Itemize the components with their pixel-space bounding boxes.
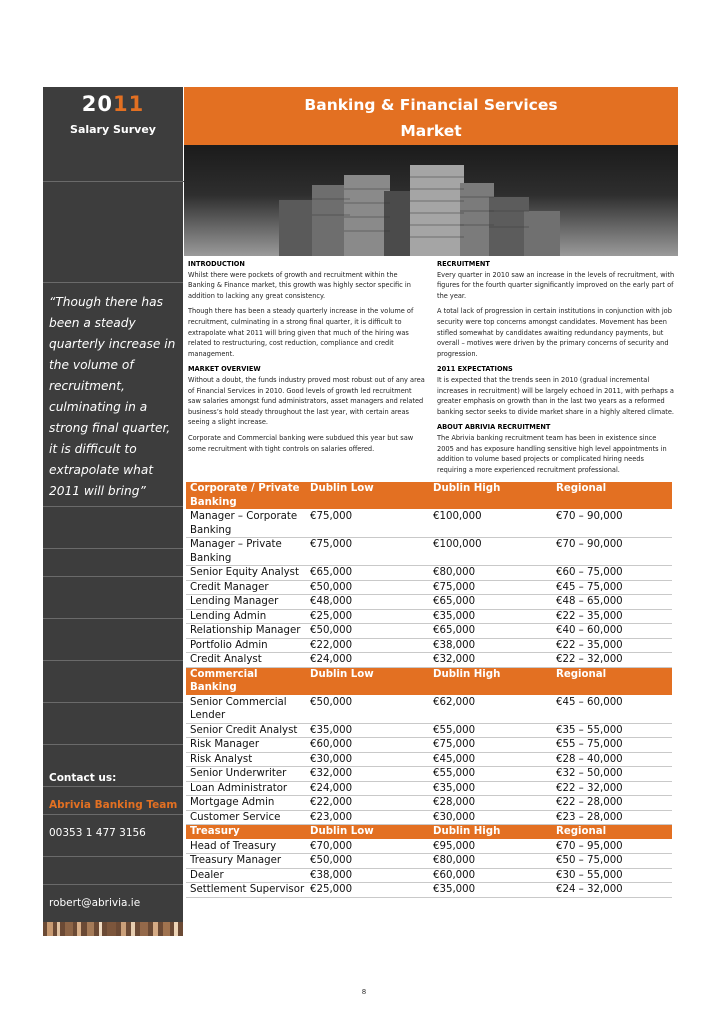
table-header-cell: Dublin High bbox=[433, 483, 501, 494]
role-cell: Senior Commercial Lender bbox=[190, 696, 287, 721]
regional-cell: €23 – 28,000 bbox=[556, 811, 623, 823]
contact-label: Contact us: bbox=[49, 772, 117, 784]
dublin-high-cell: €35,000 bbox=[433, 884, 476, 895]
table-row bbox=[186, 753, 672, 768]
regional-cell: €70 – 90,000 bbox=[556, 539, 623, 550]
role-cell: Mortgage Admin bbox=[190, 797, 275, 808]
dublin-low-cell: €50,000 bbox=[310, 625, 353, 636]
survey-label: Salary Survey bbox=[70, 123, 156, 136]
table-row bbox=[186, 653, 672, 668]
table-row bbox=[186, 738, 672, 753]
regional-cell: €45 – 75,000 bbox=[556, 581, 623, 593]
regional-cell: €24 – 32,000 bbox=[556, 884, 623, 895]
table-row bbox=[186, 566, 672, 581]
table-header-cell: Dublin Low bbox=[310, 483, 374, 494]
dublin-low-cell: €23,000 bbox=[310, 811, 353, 823]
role-cell: Manager – Private Banking bbox=[190, 539, 282, 564]
divider bbox=[43, 814, 183, 815]
salary-table bbox=[186, 482, 672, 898]
regional-cell: €55 – 75,000 bbox=[556, 739, 623, 750]
dublin-low-cell: €24,000 bbox=[310, 782, 353, 794]
table-row bbox=[186, 610, 672, 625]
dublin-high-cell: €60,000 bbox=[433, 869, 476, 881]
expectations-paragraph: It is expected that the trends seen in 2010 (gradual incremental increases in recruitment) will be largely echoed in 2011, with perhaps a greater emphasis on growth than in the last two years as a reformed banking sector seeks to divide market share in a highly altered climate. bbox=[437, 375, 674, 416]
table-row bbox=[186, 811, 672, 826]
table-row bbox=[186, 854, 672, 869]
regional-cell: €45 – 60,000 bbox=[556, 696, 623, 708]
table-header-cell: Dublin Low bbox=[310, 668, 374, 680]
dublin-high-cell: €38,000 bbox=[433, 639, 476, 651]
introduction-paragraph: Whilst there were pockets of growth and recruitment within the Banking & Finance market, this growth was highly sector specific in addition to lacking any great consistency. bbox=[188, 270, 411, 300]
table-section-header bbox=[186, 668, 672, 696]
dublin-high-cell: €95,000 bbox=[433, 840, 476, 852]
dublin-low-cell: €75,000 bbox=[310, 511, 353, 522]
regional-cell: €40 – 60,000 bbox=[556, 625, 623, 636]
dublin-low-cell: €50,000 bbox=[310, 696, 353, 708]
divider bbox=[43, 884, 183, 885]
table-row bbox=[186, 581, 672, 596]
regional-cell: €35 – 55,000 bbox=[556, 724, 623, 736]
dublin-low-cell: €65,000 bbox=[310, 567, 353, 578]
table-row bbox=[186, 724, 672, 739]
divider bbox=[43, 660, 183, 661]
contact-phone[interactable]: 00353 1 477 3156 bbox=[49, 827, 146, 839]
dublin-low-cell: €32,000 bbox=[310, 768, 353, 779]
regional-cell: €48 – 65,000 bbox=[556, 596, 623, 607]
dublin-low-cell: €22,000 bbox=[310, 639, 353, 651]
divider bbox=[43, 744, 183, 745]
market-overview-paragraph: Without a doubt, the funds industry proved most robust out of any area of Financial Services in 2010. Good levels of growth led recruitment saw salaries amongst fund administrators, asset managers and related business’s hold steady throughout the last year, with certain areas seeing a slight increase. bbox=[188, 375, 425, 427]
contact-team: Abrivia Banking Team bbox=[49, 799, 178, 811]
table-header-cell: Regional bbox=[556, 668, 607, 680]
recruitment-paragraph: A total lack of progression in certain institutions in conjunction with job security were top concerns amongst candidates. Movement has been stifled somewhat by candidates awaiting redundancy payments, but overall – motives were driven by the primary concerns of security and progression. bbox=[437, 307, 672, 358]
regional-cell: €28 – 40,000 bbox=[556, 753, 623, 765]
table-row bbox=[186, 883, 672, 898]
dublin-high-cell: €45,000 bbox=[433, 753, 476, 765]
introduction-section bbox=[188, 259, 425, 459]
divider bbox=[43, 506, 183, 507]
regional-cell: €30 – 55,000 bbox=[556, 869, 623, 881]
regional-cell: €50 – 75,000 bbox=[556, 855, 623, 866]
table-header-cell: Regional bbox=[556, 483, 607, 494]
table-row bbox=[186, 639, 672, 654]
dublin-low-cell: €60,000 bbox=[310, 739, 353, 750]
introduction-paragraph: Though there has been a steady quarterly increase in the volume of recruitment, culminating in a strong final quarter, it is difficult to extrapolate what 2011 will bring given that much of the hiring was related to restructuring, cost reduction, compliance and credit management. bbox=[188, 307, 414, 358]
role-cell: Lending Admin bbox=[190, 610, 267, 622]
divider bbox=[43, 282, 183, 283]
role-cell: Senior Equity Analyst bbox=[190, 567, 299, 578]
regional-cell: €22 – 35,000 bbox=[556, 639, 623, 651]
pull-quote: “Though there has been a steady quarterly increase in the volume of recruitment, culminating in a strong final quarter, it is difficult to extrapolate what 2011 will bring” bbox=[49, 295, 176, 498]
regional-cell: €22 – 32,000 bbox=[556, 654, 623, 665]
role-cell: Senior Credit Analyst bbox=[190, 724, 298, 736]
survey-year: 2011 bbox=[81, 92, 145, 116]
introduction-heading: INTRODUCTION bbox=[188, 260, 245, 268]
dublin-high-cell: €28,000 bbox=[433, 797, 476, 808]
divider bbox=[43, 181, 183, 182]
dublin-high-cell: €100,000 bbox=[433, 539, 482, 550]
role-cell: Loan Administrator bbox=[190, 782, 288, 794]
dublin-high-cell: €32,000 bbox=[433, 654, 476, 665]
divider bbox=[43, 856, 183, 857]
dublin-low-cell: €48,000 bbox=[310, 596, 353, 607]
role-cell: Relationship Manager bbox=[190, 625, 301, 636]
role-cell: Manager – Corporate Banking bbox=[190, 511, 298, 536]
table-section-header bbox=[186, 482, 672, 510]
dublin-low-cell: €24,000 bbox=[310, 654, 353, 665]
dublin-low-cell: €35,000 bbox=[310, 724, 353, 736]
dublin-high-cell: €75,000 bbox=[433, 739, 476, 750]
dublin-low-cell: €22,000 bbox=[310, 797, 353, 808]
role-cell: Risk Manager bbox=[190, 739, 260, 750]
recruitment-section bbox=[437, 259, 675, 480]
dublin-low-cell: €25,000 bbox=[310, 610, 353, 622]
sidebar-panel bbox=[43, 87, 183, 922]
dublin-high-cell: €80,000 bbox=[433, 855, 476, 866]
role-cell: Portfolio Admin bbox=[190, 639, 268, 651]
role-cell: Dealer bbox=[190, 869, 224, 881]
divider bbox=[43, 786, 183, 787]
contact-email[interactable]: robert@abrivia.ie bbox=[49, 897, 141, 909]
dublin-high-cell: €35,000 bbox=[433, 782, 476, 794]
dublin-high-cell: €55,000 bbox=[433, 768, 476, 779]
divider bbox=[43, 576, 183, 577]
table-row bbox=[186, 796, 672, 811]
dublin-low-cell: €70,000 bbox=[310, 840, 353, 852]
table-header-cell: Dublin High bbox=[433, 668, 501, 680]
dublin-high-cell: €35,000 bbox=[433, 610, 476, 622]
table-header-cell: Regional bbox=[556, 826, 607, 837]
skyline-photo bbox=[184, 145, 678, 256]
recruitment-heading: RECRUITMENT bbox=[437, 260, 490, 268]
regional-cell: €22 – 35,000 bbox=[556, 610, 623, 622]
role-cell: Credit Manager bbox=[190, 581, 269, 593]
page-title: Banking & Financial Services Market bbox=[304, 96, 558, 140]
table-section-header bbox=[186, 825, 672, 840]
table-row bbox=[186, 538, 672, 566]
role-cell: Customer Service bbox=[190, 811, 281, 823]
table-header-cell: Dublin High bbox=[433, 826, 501, 837]
table-header-cell: Corporate / Private Banking bbox=[190, 483, 300, 508]
dublin-low-cell: €38,000 bbox=[310, 869, 353, 881]
page-number: 8 bbox=[361, 988, 367, 996]
role-cell: Lending Manager bbox=[190, 596, 279, 607]
dublin-high-cell: €75,000 bbox=[433, 581, 476, 593]
regional-cell: €22 – 32,000 bbox=[556, 782, 623, 794]
role-cell: Treasury Manager bbox=[190, 855, 282, 866]
role-cell: Senior Underwriter bbox=[190, 768, 287, 779]
dublin-low-cell: €75,000 bbox=[310, 539, 353, 550]
dublin-high-cell: €62,000 bbox=[433, 696, 476, 708]
expectations-heading: 2011 EXPECTATIONS bbox=[437, 365, 513, 374]
role-cell: Risk Analyst bbox=[190, 753, 253, 765]
dublin-low-cell: €30,000 bbox=[310, 753, 353, 765]
regional-cell: €60 – 75,000 bbox=[556, 567, 623, 578]
recruitment-paragraph: Every quarter in 2010 saw an increase in the levels of recruitment, with figures for the fourth quarter significantly improved on the early part of the year. bbox=[437, 270, 675, 300]
dublin-high-cell: €80,000 bbox=[433, 567, 476, 578]
table-row bbox=[186, 869, 672, 884]
market-overview-heading: MARKET OVERVIEW bbox=[188, 365, 261, 374]
table-row bbox=[186, 696, 672, 724]
table-row bbox=[186, 767, 672, 782]
regional-cell: €32 – 50,000 bbox=[556, 768, 623, 779]
regional-cell: €70 – 95,000 bbox=[556, 840, 623, 852]
dublin-low-cell: €25,000 bbox=[310, 884, 353, 895]
table-row bbox=[186, 510, 672, 538]
divider bbox=[43, 618, 183, 619]
regional-cell: €22 – 28,000 bbox=[556, 797, 623, 808]
table-row bbox=[186, 595, 672, 610]
table-header-cell: Treasury bbox=[190, 826, 240, 837]
divider bbox=[43, 548, 183, 549]
role-cell: Settlement Supervisor bbox=[190, 884, 305, 895]
role-cell: Head of Treasury bbox=[190, 840, 277, 852]
dublin-low-cell: €50,000 bbox=[310, 581, 353, 593]
dublin-high-cell: €65,000 bbox=[433, 625, 476, 636]
table-row bbox=[186, 624, 672, 639]
dublin-high-cell: €30,000 bbox=[433, 811, 476, 823]
role-cell: Credit Analyst bbox=[190, 654, 262, 665]
table-header-cell: Dublin Low bbox=[310, 826, 374, 837]
about-paragraph: The Abrivia banking recruitment team has been in existence since 2005 and has exposure handling sensitive high level appointments in addition to volume based projects or complicated hiring needs requiring a more experienced recruitment professional. bbox=[437, 433, 667, 474]
table-header-cell: Commercial Banking bbox=[190, 668, 258, 693]
decorative-stripe bbox=[43, 922, 183, 936]
market-overview-paragraph: Corporate and Commercial banking were subdued this year but saw some recruitment with tight controls on salaries offered. bbox=[188, 433, 414, 453]
table-row bbox=[186, 782, 672, 797]
about-heading: ABOUT ABRIVIA RECRUITMENT bbox=[437, 423, 551, 432]
dublin-high-cell: €100,000 bbox=[433, 511, 482, 522]
table-row bbox=[186, 840, 672, 855]
dublin-high-cell: €65,000 bbox=[433, 596, 476, 607]
dublin-low-cell: €50,000 bbox=[310, 855, 353, 866]
dublin-high-cell: €55,000 bbox=[433, 724, 476, 736]
divider bbox=[43, 702, 183, 703]
regional-cell: €70 – 90,000 bbox=[556, 511, 623, 522]
